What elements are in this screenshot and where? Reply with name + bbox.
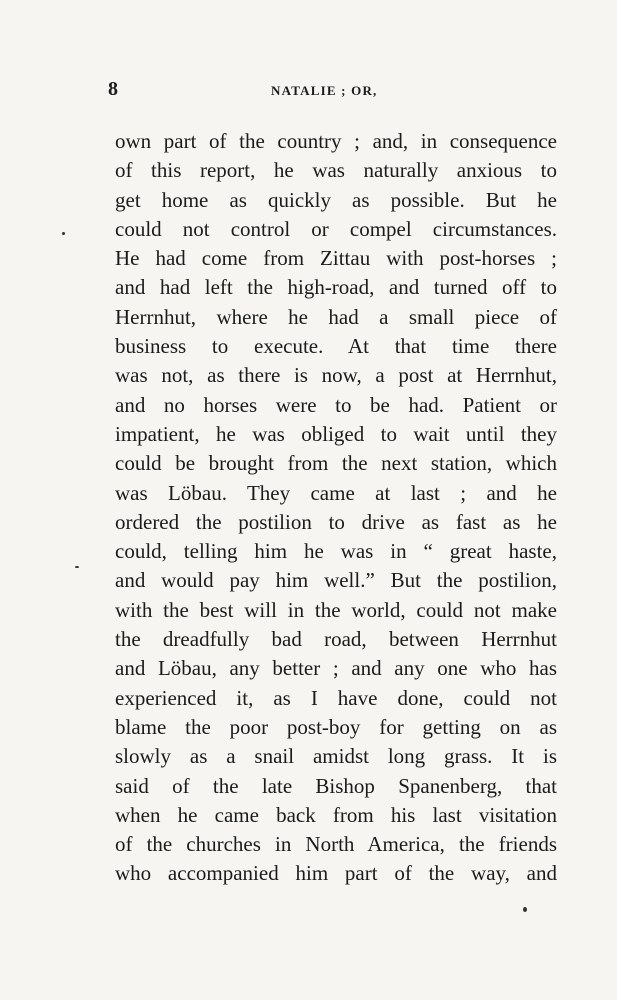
text-line: could be brought from the next station, which [115,451,557,476]
text-line: Herrnhut, where he had a small piece of [115,304,557,329]
text-line: said of the late Bishop Spanenberg, that [115,773,557,798]
text-line: He had come from Zittau with post-horses ; [115,246,557,271]
text-line: and would pay him well.” But the postilion, [115,568,557,593]
text-line: blame the poor post-boy for getting on as [115,714,557,739]
page-number: 8 [108,78,118,100]
ink-speck [75,566,79,568]
text-line: own part of the country ; and, in consequence [115,129,557,153]
text-line: and had left the high-road, and turned off to [115,275,557,300]
text-line: and Löbau, any better ; and any one who has [115,656,557,681]
text-line: was Löbau. They came at last ; and he [115,480,557,505]
text-line: slowly as a snail amidst long grass. It is [115,744,557,769]
text-line: could not control or compel circumstances. [115,216,557,241]
text-line: was not, as there is now, a post at Herrnhut, [115,363,557,388]
text-line: could, telling him he was in “ great haste, [115,539,557,564]
text-line: get home as quickly as possible. But he [115,187,557,212]
ink-speck [523,907,527,912]
ink-speck [62,232,65,235]
text-line: with the best will in the world, could not make [115,597,557,622]
text-line: of this report, he was naturally anxious to [115,158,557,183]
text-line: who accompanied him part of the way, and [115,861,557,886]
text-line: when he came back from his last visitation [115,802,557,827]
text-line: the dreadfully bad road, between Herrnhut [115,627,557,652]
text-line: impatient, he was obliged to wait until they [115,421,557,446]
running-title: NATALIE ; OR, [271,83,378,98]
text-line: ordered the postilion to drive as fast as he [115,509,557,534]
text-line: experienced it, as I have done, could not [115,685,557,710]
running-head [108,78,548,102]
text-line: of the churches in North America, the friends [115,832,557,857]
text-line: business to execute. At that time there [115,334,557,359]
text-line: and no horses were to be had. Patient or [115,392,557,417]
body-text [115,127,557,889]
